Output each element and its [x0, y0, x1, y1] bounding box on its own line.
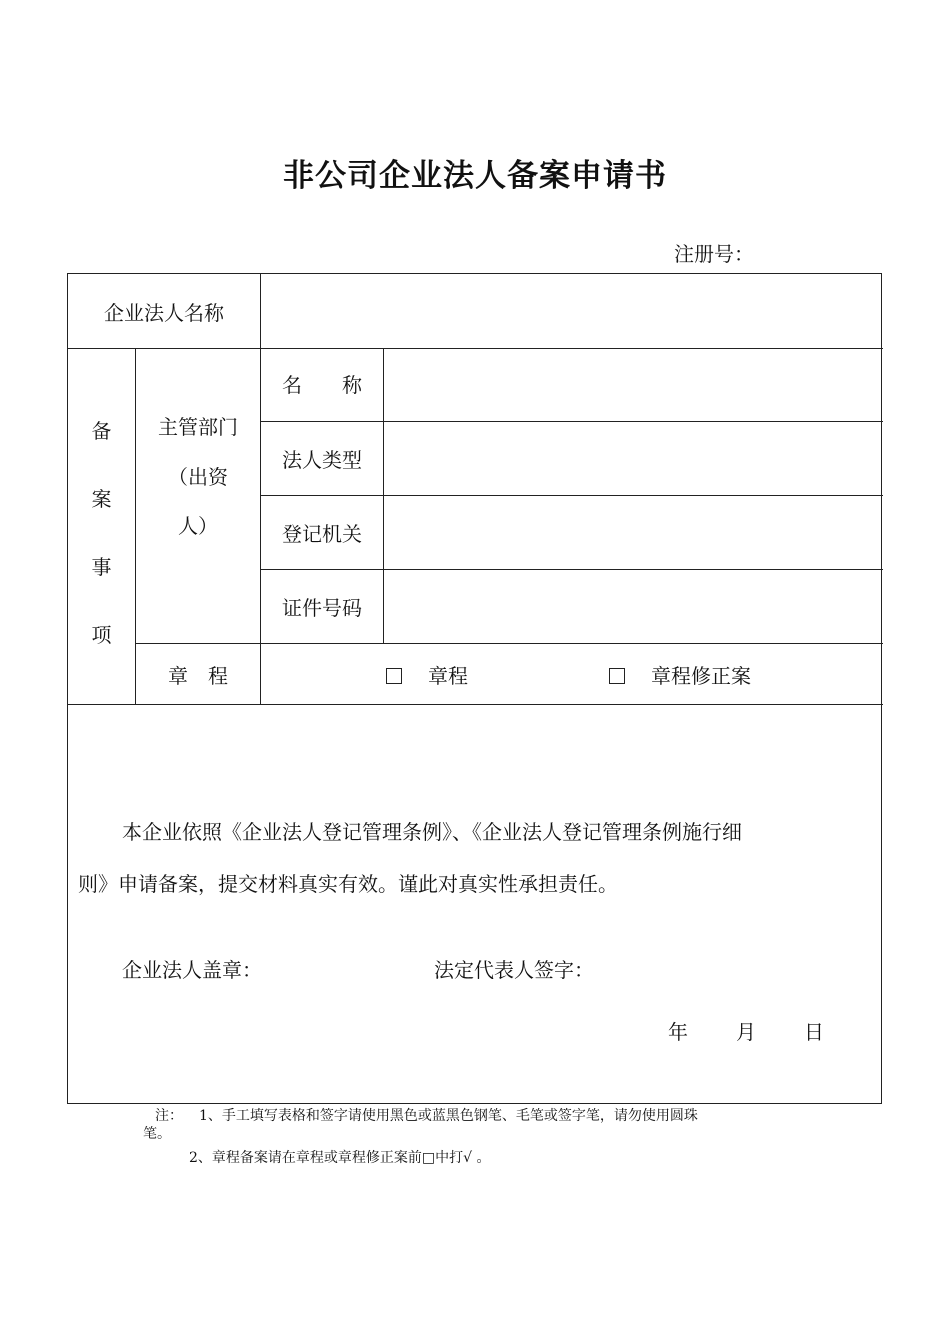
legal-type-field[interactable]	[384, 422, 883, 495]
enterprise-name-field[interactable]	[261, 274, 883, 348]
registration-number-label: 注册号：	[674, 242, 754, 266]
note-1-line-1: 1、手工填写表格和签字请使用黑色或蓝黑色钢笔、毛笔或签字笔，请勿使用圆珠	[199, 1108, 698, 1124]
declaration-line-1: 本企业依照《企业法人登记管理条例》、《企业法人登记管理条例施行细	[122, 820, 742, 844]
enterprise-name-label: 企业法人名称	[104, 300, 224, 325]
articles-option-label: 章程	[428, 664, 468, 688]
record-items-char: 案	[91, 487, 112, 511]
record-items-char: 项	[91, 623, 112, 647]
date-day: 日	[804, 1020, 824, 1044]
date-month: 月	[736, 1020, 756, 1044]
record-items-char: 事	[91, 555, 112, 579]
articles-option[interactable]	[386, 664, 468, 688]
certificate-number-label: 证件号码	[282, 596, 362, 620]
record-items-char: 备	[91, 419, 112, 443]
enterprise-seal-label: 企业法人盖章：	[122, 958, 262, 982]
articles-amendment-checkbox[interactable]	[609, 668, 625, 684]
supervisor-name-label: 名 称	[282, 372, 362, 397]
note-1-line-2: 笔。	[143, 1126, 171, 1142]
articles-label: 章 程	[168, 663, 228, 688]
page-title: 非公司企业法人备案申请书	[283, 158, 667, 194]
certificate-number-field[interactable]	[384, 570, 883, 643]
supervisor-name-field[interactable]	[384, 349, 883, 421]
articles-checkbox[interactable]	[386, 668, 402, 684]
date-year: 年	[668, 1020, 688, 1044]
notes-prefix: 注：	[155, 1108, 183, 1124]
articles-amendment-option-label: 章程修正案	[651, 664, 751, 688]
registration-authority-label: 登记机关	[282, 522, 362, 546]
legal-type-label: 法人类型	[282, 448, 362, 472]
note-2: 2、章程备案请在章程或章程修正案前□中打√ 。	[189, 1150, 491, 1166]
application-form: 企业法人名称 备 案 事 项 主管部门 （出资 人） 名 称 法人类型 登记机关 证件号码 章 程 章程 章程修正案 本企业依照《企业法人登记管理条例》、《企业法人登记管理条例施行细 则》申请备案，提交材料真实有效。谨此对真实性承担责任。 企业法人盖章： 法定代表人签字： 年 月 日	[67, 273, 882, 1104]
legal-representative-signature-label: 法定代表人签字：	[434, 958, 594, 982]
articles-amendment-option[interactable]	[609, 664, 751, 688]
registration-authority-field[interactable]	[384, 496, 883, 569]
declaration-line-2: 则》申请备案，提交材料真实有效。谨此对真实性承担责任。	[78, 872, 618, 896]
